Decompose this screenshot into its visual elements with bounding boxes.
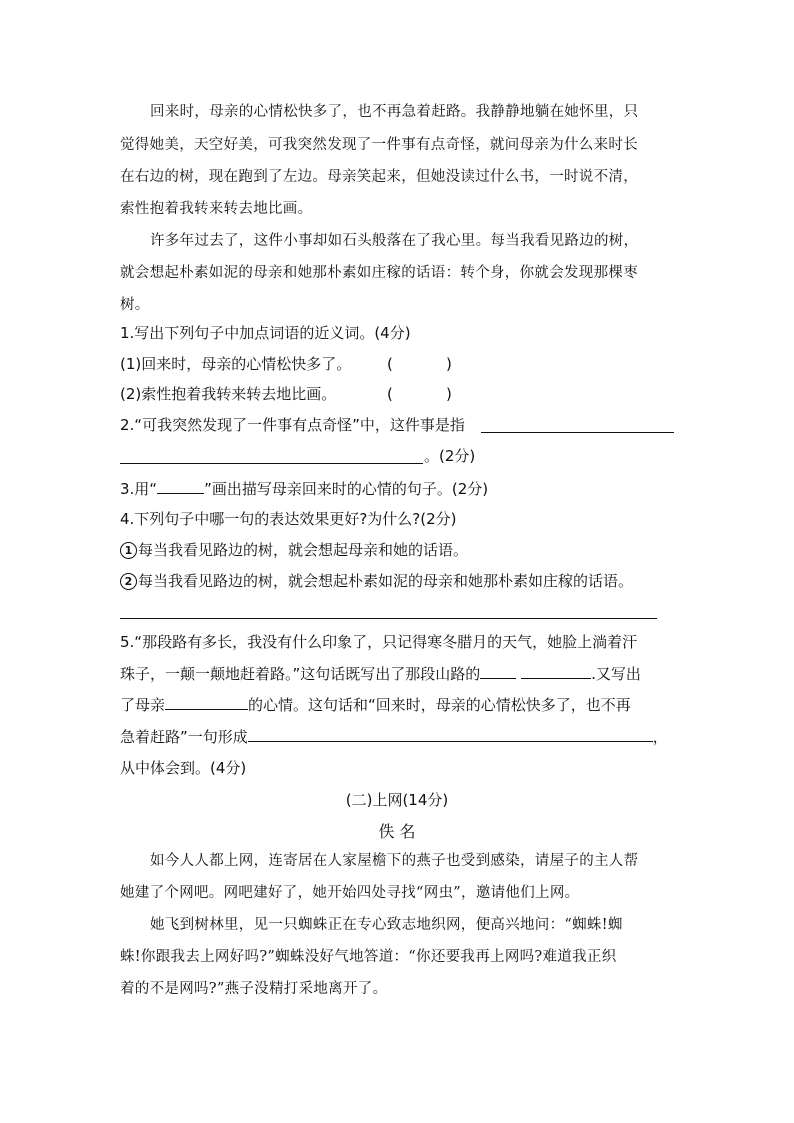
text-span: 的心情。这句话和“回来时，母亲的心情松快多了，也不再 — [248, 696, 631, 714]
circled-number-2: 2 — [120, 573, 137, 590]
answer-blank[interactable] — [157, 478, 204, 494]
question-item: (1)回来时，母亲的心情松快多了。 — [120, 355, 352, 373]
answer-blank[interactable] — [165, 694, 248, 710]
q3-suffix: ”画出描写母亲回来时的心情的句子。(2分) — [204, 480, 489, 498]
circled-number-1: 1 — [120, 542, 137, 559]
question-stem — [120, 478, 488, 499]
q3-prefix: 3.用“ — [120, 480, 158, 498]
option-1 — [120, 540, 468, 560]
answer-blank[interactable] — [521, 663, 591, 679]
question-score: 。(2分) — [424, 447, 476, 465]
text-line: 在右边的树，现在跑到了左边。母亲笑起来，但她没读过什么书，一时说不清， — [120, 169, 638, 185]
question-text-line — [120, 726, 668, 747]
answer-paren-close: ) — [446, 355, 452, 373]
text-line: 如今人人都上网，连寄居在人家屋檐下的燕子也受到感染，请屋子的主人帮 — [150, 853, 639, 869]
answer-paren-open: ( — [387, 385, 393, 403]
text-line: 她建了个网吧。网吧建好了，她开始四处寻找“网虫”，邀请他们上网。 — [120, 885, 580, 901]
section-heading: (二)上网(14分) — [345, 791, 449, 809]
text-span: .又写出 — [591, 665, 641, 683]
question-text-line: 5.“那段路有多长，我没有什么印象了，只记得寒冬腊月的天气，她脸上淌着汗 — [120, 633, 638, 651]
text-line: 许多年过去了，这件小事却如石头般落在了我心里。每当我看见路边的树， — [150, 233, 639, 249]
text-line: 觉得她美，天空好美，可我突然发现了一件事有点奇怪，就问母亲为什么来时长 — [120, 137, 638, 153]
option-2 — [120, 571, 633, 591]
question-stem: 1.写出下列句子中加点词语的近义词。(4分) — [120, 324, 411, 342]
answer-line[interactable] — [120, 618, 657, 619]
text-line: 索性抱着我转来转去地比画。 — [120, 201, 313, 217]
question-text-line: 从中体会到。(4分) — [120, 759, 247, 777]
answer-paren-close: ) — [446, 385, 452, 403]
author-name: 佚 名 — [378, 822, 416, 841]
answer-line[interactable] — [120, 463, 423, 464]
text-span: 珠子，一颠一颠地赶着路。”这句话既写出了那段山路的 — [120, 665, 481, 683]
text-line: 树。 — [120, 297, 150, 313]
question-item: (2)索性抱着我转来转去地比画。 — [120, 385, 337, 403]
option-text: 每当我看见路边的树，就会想起朴素如泥的母亲和她那朴素如庄稼的话语。 — [138, 572, 634, 590]
answer-blank[interactable] — [480, 663, 516, 679]
answer-line[interactable] — [481, 432, 674, 433]
text-line: 回来时，母亲的心情松快多了，也不再急着赶路。我静静地躺在她怀里，只 — [150, 104, 639, 120]
text-span: ， — [652, 728, 668, 746]
text-line: 蛛!你跟我去上网好吗?”蜘蛛没好气地答道：“你还要我再上网吗?难道我正织 — [120, 949, 617, 965]
answer-blank[interactable] — [248, 726, 653, 742]
question-stem: 4.下列句子中哪一句的表达效果更好?为什么?(2分) — [120, 510, 457, 528]
text-line: 就会想起朴素如泥的母亲和她那朴素如庄稼的话语：转个身，你就会发现那棵枣 — [120, 265, 638, 281]
question-text-line — [120, 694, 631, 715]
option-text: 每当我看见路边的树，就会想起母亲和她的话语。 — [138, 541, 469, 559]
text-span: 了母亲 — [120, 696, 166, 714]
text-line: 她飞到树林里，见一只蜘蛛正在专心致志地织网，便高兴地问：“蜘蛛!蜘 — [150, 917, 623, 933]
question-stem: 2.“可我突然发现了一件事有点奇怪”中，这件事是指 — [120, 416, 465, 434]
question-text-line — [120, 663, 641, 684]
text-line: 着的不是网吗?”燕子没精打采地离开了。 — [120, 981, 388, 997]
text-span: 急着赶路”一句形成 — [120, 728, 248, 746]
answer-paren-open: ( — [387, 355, 393, 373]
